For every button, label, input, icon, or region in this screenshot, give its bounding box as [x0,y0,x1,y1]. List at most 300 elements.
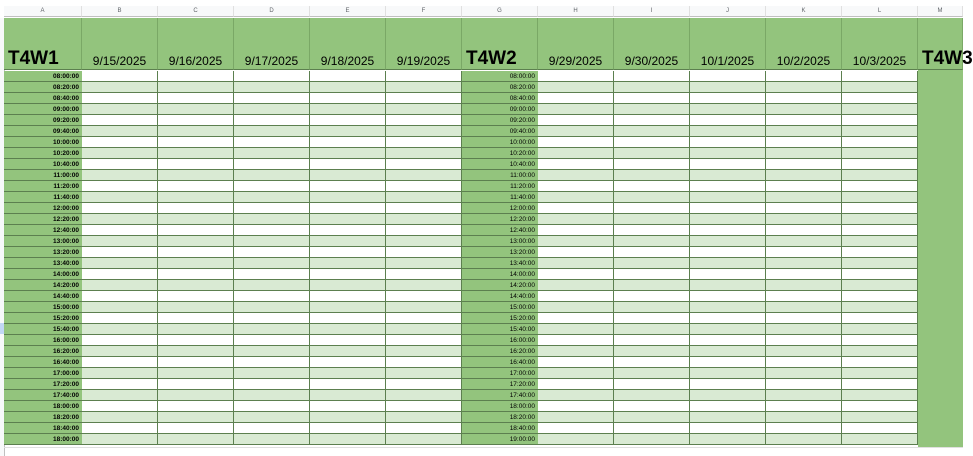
schedule-cell[interactable] [538,269,614,280]
time-cell[interactable]: 10:20:00 [4,148,82,159]
schedule-cell[interactable] [82,269,158,280]
time-cell[interactable]: 10:40:00 [462,159,538,170]
schedule-cell[interactable] [310,159,386,170]
schedule-cell[interactable] [766,159,842,170]
schedule-cell[interactable] [842,148,918,159]
time-cell[interactable]: 15:00:00 [4,302,82,313]
time-cell[interactable]: 16:40:00 [462,357,538,368]
schedule-cell[interactable] [386,357,462,368]
schedule-cell[interactable] [386,247,462,258]
schedule-cell[interactable] [310,434,386,445]
schedule-cell[interactable] [766,82,842,93]
schedule-cell[interactable] [766,291,842,302]
schedule-cell[interactable] [538,423,614,434]
schedule-cell[interactable] [234,247,310,258]
schedule-cell[interactable] [234,280,310,291]
schedule-cell[interactable] [538,324,614,335]
time-cell[interactable]: 12:00:00 [4,203,82,214]
schedule-cell[interactable] [766,203,842,214]
schedule-cell[interactable] [690,115,766,126]
schedule-cell[interactable] [234,137,310,148]
schedule-cell[interactable] [842,368,918,379]
schedule-cell[interactable] [766,335,842,346]
schedule-cell[interactable] [842,236,918,247]
time-cell[interactable]: 14:20:00 [4,280,82,291]
schedule-cell[interactable] [690,181,766,192]
schedule-cell[interactable] [386,71,462,82]
schedule-cell[interactable] [766,412,842,423]
time-cell[interactable]: 13:20:00 [4,247,82,258]
schedule-cell[interactable] [614,181,690,192]
schedule-cell[interactable] [386,335,462,346]
time-cell[interactable]: 16:20:00 [4,346,82,357]
schedule-cell[interactable] [310,423,386,434]
schedule-cell[interactable] [842,335,918,346]
schedule-cell[interactable] [82,214,158,225]
schedule-cell[interactable] [310,115,386,126]
schedule-cell[interactable] [234,236,310,247]
time-cell[interactable]: 11:40:00 [4,192,82,203]
time-cell[interactable]: 17:00:00 [4,368,82,379]
schedule-cell[interactable] [310,236,386,247]
schedule-cell[interactable] [690,71,766,82]
schedule-cell[interactable] [158,148,234,159]
time-cell[interactable]: 14:00:00 [462,269,538,280]
time-cell[interactable]: 14:40:00 [462,291,538,302]
schedule-cell[interactable] [386,126,462,137]
schedule-cell[interactable] [538,302,614,313]
time-cell[interactable]: 08:40:00 [462,93,538,104]
schedule-cell[interactable] [614,302,690,313]
schedule-cell[interactable] [158,203,234,214]
schedule-cell[interactable] [234,390,310,401]
schedule-cell[interactable] [842,137,918,148]
schedule-cell[interactable] [614,434,690,445]
schedule-cell[interactable] [614,170,690,181]
schedule-cell[interactable] [234,335,310,346]
schedule-cell[interactable] [386,137,462,148]
time-cell[interactable]: 13:00:00 [462,236,538,247]
schedule-cell[interactable] [614,313,690,324]
schedule-cell[interactable] [538,401,614,412]
schedule-cell[interactable] [690,214,766,225]
time-cell[interactable]: 12:00:00 [462,203,538,214]
schedule-cell[interactable] [766,269,842,280]
schedule-cell[interactable] [158,214,234,225]
schedule-cell[interactable] [614,368,690,379]
schedule-cell[interactable] [386,434,462,445]
schedule-cell[interactable] [538,390,614,401]
schedule-cell[interactable] [766,93,842,104]
schedule-cell[interactable] [158,181,234,192]
schedule-cell[interactable] [386,412,462,423]
schedule-cell[interactable] [614,236,690,247]
schedule-cell[interactable] [234,181,310,192]
schedule-cell[interactable] [234,104,310,115]
column-header-e[interactable]: E [310,6,386,17]
column-header-h[interactable]: H [538,6,614,17]
schedule-cell[interactable] [538,368,614,379]
schedule-cell[interactable] [158,104,234,115]
schedule-cell[interactable] [538,192,614,203]
schedule-cell[interactable] [82,148,158,159]
schedule-cell[interactable] [690,280,766,291]
time-cell[interactable]: 16:00:00 [4,335,82,346]
schedule-cell[interactable] [690,401,766,412]
schedule-cell[interactable] [538,335,614,346]
time-cell[interactable]: 17:20:00 [4,379,82,390]
schedule-cell[interactable] [614,401,690,412]
schedule-cell[interactable] [842,434,918,445]
schedule-cell[interactable] [690,291,766,302]
schedule-cell[interactable] [690,390,766,401]
schedule-cell[interactable] [690,302,766,313]
schedule-cell[interactable] [386,236,462,247]
schedule-cell[interactable] [386,379,462,390]
schedule-cell[interactable] [234,412,310,423]
schedule-cell[interactable] [82,368,158,379]
schedule-cell[interactable] [234,126,310,137]
schedule-cell[interactable] [842,71,918,82]
schedule-cell[interactable] [310,412,386,423]
schedule-cell[interactable] [614,214,690,225]
schedule-cell[interactable] [82,324,158,335]
time-cell[interactable]: 08:20:00 [4,82,82,93]
schedule-cell[interactable] [234,302,310,313]
schedule-cell[interactable] [82,104,158,115]
schedule-cell[interactable] [538,225,614,236]
schedule-cell[interactable] [538,313,614,324]
schedule-cell[interactable] [158,170,234,181]
time-cell[interactable]: 19:00:00 [462,434,538,445]
week1-date-header-4[interactable] [310,18,386,70]
schedule-cell[interactable] [690,412,766,423]
time-cell[interactable]: 18:40:00 [462,423,538,434]
schedule-cell[interactable] [158,82,234,93]
schedule-cell[interactable] [82,346,158,357]
time-cell[interactable]: 18:20:00 [4,412,82,423]
schedule-cell[interactable] [538,280,614,291]
time-cell[interactable]: 11:20:00 [4,181,82,192]
schedule-cell[interactable] [842,159,918,170]
schedule-cell[interactable] [386,423,462,434]
column-header-i[interactable]: I [614,6,690,17]
schedule-cell[interactable] [842,412,918,423]
schedule-cell[interactable] [82,170,158,181]
time-cell[interactable]: 09:00:00 [4,104,82,115]
schedule-cell[interactable] [766,71,842,82]
schedule-cell[interactable] [82,115,158,126]
schedule-cell[interactable] [82,412,158,423]
schedule-cell[interactable] [538,412,614,423]
schedule-cell[interactable] [614,280,690,291]
schedule-cell[interactable] [234,115,310,126]
schedule-cell[interactable] [690,313,766,324]
schedule-cell[interactable] [538,115,614,126]
schedule-cell[interactable] [538,71,614,82]
schedule-cell[interactable] [766,126,842,137]
schedule-cell[interactable] [158,423,234,434]
schedule-cell[interactable] [538,170,614,181]
time-cell[interactable]: 08:00:00 [462,71,538,82]
schedule-cell[interactable] [310,247,386,258]
schedule-cell[interactable] [766,280,842,291]
schedule-cell[interactable] [538,379,614,390]
schedule-cell[interactable] [690,148,766,159]
schedule-cell[interactable] [158,368,234,379]
time-cell[interactable]: 10:40:00 [4,159,82,170]
week3-column[interactable] [918,70,963,447]
schedule-cell[interactable] [82,379,158,390]
week1-date-header-2[interactable] [158,18,234,70]
schedule-cell[interactable] [82,71,158,82]
schedule-cell[interactable] [766,324,842,335]
schedule-cell[interactable] [842,192,918,203]
schedule-cell[interactable] [234,214,310,225]
schedule-cell[interactable] [690,379,766,390]
schedule-cell[interactable] [614,324,690,335]
schedule-cell[interactable] [766,247,842,258]
schedule-cell[interactable] [766,104,842,115]
schedule-cell[interactable] [766,368,842,379]
schedule-cell[interactable] [690,346,766,357]
time-cell[interactable]: 17:20:00 [462,379,538,390]
schedule-cell[interactable] [234,148,310,159]
schedule-cell[interactable] [310,104,386,115]
schedule-cell[interactable] [234,71,310,82]
schedule-cell[interactable] [690,357,766,368]
schedule-cell[interactable] [842,324,918,335]
schedule-cell[interactable] [614,412,690,423]
schedule-cell[interactable] [158,313,234,324]
schedule-cell[interactable] [234,258,310,269]
schedule-cell[interactable] [386,159,462,170]
schedule-cell[interactable] [234,423,310,434]
schedule-cell[interactable] [386,93,462,104]
schedule-cell[interactable] [234,324,310,335]
schedule-cell[interactable] [158,269,234,280]
schedule-cell[interactable] [614,346,690,357]
column-header-k[interactable]: K [766,6,842,17]
schedule-cell[interactable] [158,324,234,335]
schedule-cell[interactable] [310,181,386,192]
column-header-m[interactable]: M [918,6,963,17]
schedule-cell[interactable] [234,82,310,93]
time-cell[interactable]: 13:40:00 [462,258,538,269]
time-cell[interactable]: 13:00:00 [4,236,82,247]
schedule-cell[interactable] [690,225,766,236]
schedule-cell[interactable] [538,291,614,302]
time-cell[interactable]: 11:00:00 [462,170,538,181]
schedule-cell[interactable] [158,115,234,126]
schedule-cell[interactable] [82,258,158,269]
schedule-cell[interactable] [538,214,614,225]
schedule-cell[interactable] [234,93,310,104]
time-cell[interactable]: 18:40:00 [4,423,82,434]
schedule-cell[interactable] [310,291,386,302]
schedule-cell[interactable] [842,93,918,104]
schedule-cell[interactable] [614,148,690,159]
column-header-g[interactable]: G [462,6,538,17]
schedule-cell[interactable] [614,104,690,115]
time-cell[interactable]: 14:00:00 [4,269,82,280]
schedule-cell[interactable] [766,313,842,324]
schedule-cell[interactable] [386,214,462,225]
schedule-cell[interactable] [842,203,918,214]
time-cell[interactable]: 16:20:00 [462,346,538,357]
schedule-cell[interactable] [82,203,158,214]
schedule-cell[interactable] [614,423,690,434]
week2-label-cell[interactable] [462,18,538,70]
schedule-cell[interactable] [82,390,158,401]
schedule-cell[interactable] [310,346,386,357]
schedule-cell[interactable] [82,137,158,148]
column-header-j[interactable]: J [690,6,766,17]
schedule-cell[interactable] [82,335,158,346]
schedule-cell[interactable] [690,126,766,137]
time-cell[interactable]: 09:40:00 [462,126,538,137]
schedule-cell[interactable] [386,258,462,269]
schedule-cell[interactable] [310,214,386,225]
time-cell[interactable]: 09:20:00 [4,115,82,126]
schedule-cell[interactable] [158,434,234,445]
schedule-cell[interactable] [614,379,690,390]
time-cell[interactable]: 17:40:00 [462,390,538,401]
schedule-cell[interactable] [538,258,614,269]
schedule-cell[interactable] [614,225,690,236]
schedule-cell[interactable] [842,115,918,126]
schedule-cell[interactable] [310,71,386,82]
schedule-cell[interactable] [234,357,310,368]
schedule-cell[interactable] [82,313,158,324]
schedule-cell[interactable] [766,379,842,390]
schedule-cell[interactable] [82,126,158,137]
column-header-a[interactable]: A [4,6,82,17]
schedule-cell[interactable] [82,434,158,445]
schedule-cell[interactable] [310,203,386,214]
time-cell[interactable]: 08:00:00 [4,71,82,82]
time-cell[interactable]: 10:00:00 [462,137,538,148]
schedule-cell[interactable] [614,203,690,214]
schedule-cell[interactable] [538,357,614,368]
schedule-cell[interactable] [614,390,690,401]
time-cell[interactable]: 18:00:00 [462,401,538,412]
schedule-cell[interactable] [82,93,158,104]
schedule-cell[interactable] [690,368,766,379]
time-cell[interactable]: 09:20:00 [462,115,538,126]
schedule-cell[interactable] [386,115,462,126]
schedule-cell[interactable] [234,192,310,203]
schedule-cell[interactable] [766,181,842,192]
schedule-cell[interactable] [158,236,234,247]
schedule-cell[interactable] [690,104,766,115]
time-cell[interactable]: 11:40:00 [462,192,538,203]
schedule-cell[interactable] [614,357,690,368]
schedule-cell[interactable] [538,247,614,258]
schedule-cell[interactable] [158,93,234,104]
schedule-cell[interactable] [690,203,766,214]
schedule-cell[interactable] [538,126,614,137]
time-cell[interactable]: 12:40:00 [462,225,538,236]
schedule-cell[interactable] [386,148,462,159]
schedule-cell[interactable] [158,346,234,357]
schedule-cell[interactable] [386,302,462,313]
schedule-cell[interactable] [842,313,918,324]
schedule-cell[interactable] [842,302,918,313]
schedule-cell[interactable] [766,214,842,225]
schedule-cell[interactable] [234,434,310,445]
schedule-cell[interactable] [234,379,310,390]
schedule-cell[interactable] [690,324,766,335]
schedule-cell[interactable] [766,434,842,445]
schedule-cell[interactable] [82,159,158,170]
week2-date-header-5[interactable] [842,18,918,70]
schedule-cell[interactable] [538,236,614,247]
schedule-cell[interactable] [538,104,614,115]
week2-date-header-2[interactable] [614,18,690,70]
schedule-cell[interactable] [82,357,158,368]
schedule-cell[interactable] [766,346,842,357]
schedule-cell[interactable] [158,379,234,390]
schedule-cell[interactable] [310,225,386,236]
schedule-cell[interactable] [614,126,690,137]
time-cell[interactable]: 15:00:00 [462,302,538,313]
schedule-cell[interactable] [234,225,310,236]
schedule-cell[interactable] [842,291,918,302]
schedule-cell[interactable] [614,93,690,104]
schedule-cell[interactable] [386,181,462,192]
schedule-cell[interactable] [386,390,462,401]
schedule-cell[interactable] [842,82,918,93]
schedule-cell[interactable] [614,192,690,203]
time-cell[interactable]: 16:40:00 [4,357,82,368]
schedule-cell[interactable] [310,148,386,159]
schedule-cell[interactable] [234,159,310,170]
schedule-cell[interactable] [614,115,690,126]
time-cell[interactable]: 17:40:00 [4,390,82,401]
schedule-cell[interactable] [386,225,462,236]
schedule-cell[interactable] [766,423,842,434]
schedule-cell[interactable] [842,423,918,434]
schedule-cell[interactable] [82,247,158,258]
schedule-cell[interactable] [386,104,462,115]
time-cell[interactable]: 08:40:00 [4,93,82,104]
time-cell[interactable]: 12:40:00 [4,225,82,236]
time-cell[interactable]: 13:40:00 [4,258,82,269]
schedule-cell[interactable] [614,137,690,148]
schedule-cell[interactable] [310,137,386,148]
schedule-cell[interactable] [766,390,842,401]
schedule-cell[interactable] [614,247,690,258]
time-cell[interactable]: 09:40:00 [4,126,82,137]
schedule-cell[interactable] [158,247,234,258]
schedule-cell[interactable] [386,170,462,181]
schedule-cell[interactable] [310,269,386,280]
schedule-cell[interactable] [690,159,766,170]
schedule-cell[interactable] [82,280,158,291]
schedule-cell[interactable] [690,258,766,269]
time-cell[interactable]: 16:00:00 [462,335,538,346]
schedule-cell[interactable] [766,302,842,313]
time-cell[interactable]: 18:00:00 [4,434,82,445]
week1-date-header-3[interactable] [234,18,310,70]
schedule-cell[interactable] [234,368,310,379]
time-cell[interactable]: 10:20:00 [462,148,538,159]
week3-label-cell[interactable] [918,18,973,70]
schedule-cell[interactable] [842,390,918,401]
schedule-cell[interactable] [766,192,842,203]
week1-label-cell[interactable] [4,18,82,70]
